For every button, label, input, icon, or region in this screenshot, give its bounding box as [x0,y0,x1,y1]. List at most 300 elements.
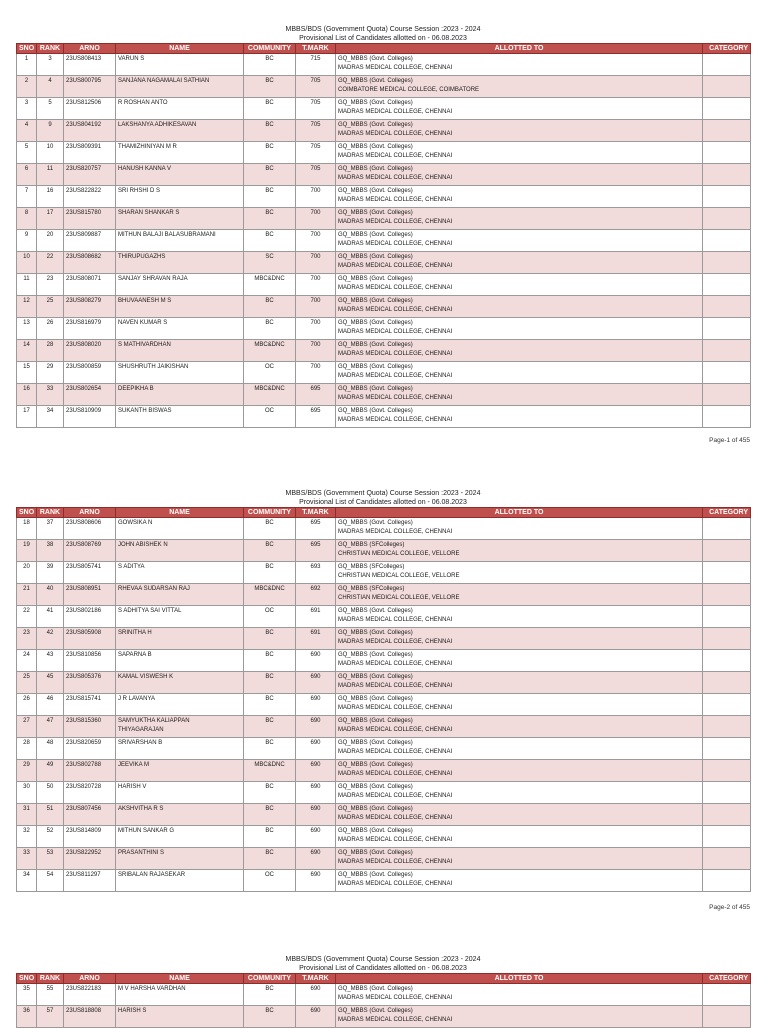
table-row [17,984,751,1006]
allotted-college: MADRAS MEDICAL COLLEGE, CHENNAI [338,219,453,225]
allotted-college: CHRISTIAN MEDICAL COLLEGE, VELLORE [338,551,460,557]
name-cell [116,672,244,694]
rank-cell: 42 [37,628,64,650]
name-cell [116,76,244,98]
document-subtitle: Provisional List of Candidates allotted on - 06.08.2023 [299,965,467,972]
name-cell [116,694,244,716]
community-cell: BC [244,54,296,76]
community-cell: BC [244,782,296,804]
allotted-college: MADRAS MEDICAL COLLEGE, CHENNAI [338,859,453,865]
rank-cell: 5 [37,98,64,120]
allotted-cell [336,650,703,672]
rank-cell: 39 [37,562,64,584]
arno-cell: 23US800795 [64,76,116,98]
sno-cell: 24 [17,650,37,672]
candidate-name: SRINITHA H [118,630,152,636]
candidate-name: MITHUN SANKAR G [118,828,175,834]
rank-cell: 41 [37,606,64,628]
community-cell: BC [244,230,296,252]
category-cell [703,870,751,892]
rank-cell: 9 [37,120,64,142]
rank-cell: 46 [37,694,64,716]
sno-cell: 33 [17,848,37,870]
category-cell [703,1006,751,1028]
arno-cell: 23US820757 [64,164,116,186]
allotted-college: CHRISTIAN MEDICAL COLLEGE, VELLORE [338,573,460,579]
category-cell [703,98,751,120]
category-cell [703,804,751,826]
sno-cell: 12 [17,296,37,318]
table-row [17,318,751,340]
allotted-cell [336,584,703,606]
allotted-course: GQ_MBBS (Govt. Colleges) [338,342,413,348]
candidate-name: SAMYUKTHA KALIAPPAN [118,718,190,724]
rank-cell: 37 [37,518,64,540]
category-cell [703,518,751,540]
category-cell [703,628,751,650]
allotted-college: MADRAS MEDICAL COLLEGE, CHENNAI [338,197,453,203]
allotted-course: GQ_MBBS (Govt. Colleges) [338,740,413,746]
category-cell [703,672,751,694]
allotted-cell [336,984,703,1006]
community-cell: BC [244,804,296,826]
name-cell [116,318,244,340]
arno-cell: 23US820728 [64,782,116,804]
sno-cell: 4 [17,120,37,142]
sno-cell: 35 [17,984,37,1006]
rank-cell: 3 [37,54,64,76]
category-cell [703,164,751,186]
document-title: MBBS/BDS (Government Quota) Course Session :2023 - 2024 [285,956,481,963]
table-row [17,208,751,230]
allotted-cell [336,54,703,76]
column-header-category: CATEGORY [703,508,751,518]
allotted-college: MADRAS MEDICAL COLLEGE, CHENNAI [338,727,453,733]
name-cell [116,362,244,384]
category-cell [703,76,751,98]
name-cell [116,98,244,120]
sno-cell: 21 [17,584,37,606]
sno-cell: 8 [17,208,37,230]
table-row [17,716,751,738]
sno-cell: 36 [17,1006,37,1028]
allotted-cell [336,826,703,848]
community-cell: BC [244,650,296,672]
community-cell: BC [244,694,296,716]
table-row [17,562,751,584]
sno-cell: 13 [17,318,37,340]
tmark-cell: 700 [296,230,336,252]
sno-cell: 2 [17,76,37,98]
name-cell [116,164,244,186]
allotted-course: GQ_MBBS (Govt. Colleges) [338,784,413,790]
category-cell [703,208,751,230]
allotted-course: GQ_MBBS (Govt. Colleges) [338,166,413,172]
arno-cell: 23US808071 [64,274,116,296]
arno-cell: 23US808951 [64,584,116,606]
arno-cell: 23US820659 [64,738,116,760]
allotted-college: MADRAS MEDICAL COLLEGE, CHENNAI [338,815,453,821]
category-cell [703,142,751,164]
tmark-cell: 690 [296,650,336,672]
candidate-name: LAKSHANYA ADHIKESAVAN [118,122,197,128]
community-cell: BC [244,296,296,318]
column-header-community: COMMUNITY [244,44,296,54]
allotted-course: GQ_MBBS (Govt. Colleges) [338,298,413,304]
table-header-row [17,44,751,54]
allotment-table [16,43,751,428]
allotted-cell [336,518,703,540]
table-row [17,296,751,318]
tmark-cell: 690 [296,672,336,694]
candidate-name: SRIBALAN RAJASEKAR [118,872,186,878]
tmark-cell: 700 [296,296,336,318]
rank-cell: 45 [37,672,64,694]
allotted-course: GQ_MBBS (Govt. Colleges) [338,408,413,414]
allotted-cell [336,562,703,584]
allotted-college: MADRAS MEDICAL COLLEGE, CHENNAI [338,241,453,247]
name-cell [116,186,244,208]
table-row [17,694,751,716]
rank-cell: 10 [37,142,64,164]
name-cell [116,606,244,628]
page-number: Page-1 of 455 [709,437,750,444]
column-header-community: COMMUNITY [244,974,296,984]
category-cell [703,716,751,738]
allotted-cell [336,384,703,406]
tmark-cell: 695 [296,406,336,428]
table-row [17,738,751,760]
allotted-cell [336,606,703,628]
candidate-name: MITHUN BALAJI BALASUBRAMANI [118,232,216,238]
name-cell [116,782,244,804]
allotted-course: GQ_MBBS (Govt. Colleges) [338,56,413,62]
allotted-college: MADRAS MEDICAL COLLEGE, CHENNAI [338,109,453,115]
column-header-community: COMMUNITY [244,508,296,518]
allotted-cell [336,848,703,870]
community-cell: BC [244,318,296,340]
column-header-name: NAME [116,44,244,54]
candidate-name: THIRUPUGAZHS [118,254,166,260]
community-cell: SC [244,252,296,274]
allotted-college: MADRAS MEDICAL COLLEGE, CHENNAI [338,65,453,71]
allotted-college: MADRAS MEDICAL COLLEGE, CHENNAI [338,529,453,535]
candidate-name: THAMIZHINIYAN M R [118,144,177,150]
document-page-1 [16,25,750,428]
sno-cell: 1 [17,54,37,76]
allotted-college: MADRAS MEDICAL COLLEGE, CHENNAI [338,617,453,623]
allotted-cell [336,672,703,694]
allotted-course: GQ_MBBS (Govt. Colleges) [338,210,413,216]
arno-cell: 23US800859 [64,362,116,384]
table-row [17,672,751,694]
name-cell [116,716,244,738]
document-title: MBBS/BDS (Government Quota) Course Session :2023 - 2024 [285,26,481,33]
allotted-college: COIMBATORE MEDICAL COLLEGE, COIMBATORE [338,87,480,93]
category-cell [703,318,751,340]
rank-cell: 22 [37,252,64,274]
sno-cell: 7 [17,186,37,208]
allotted-cell [336,274,703,296]
allotted-course: GQ_MBBS (Govt. Colleges) [338,872,413,878]
table-header-row [17,974,751,984]
allotted-college: MADRAS MEDICAL COLLEGE, CHENNAI [338,131,453,137]
allotted-course: GQ_MBBS (Govt. Colleges) [338,232,413,238]
name-cell [116,540,244,562]
table-row [17,406,751,428]
allotted-course: GQ_MBBS (Govt. Colleges) [338,718,413,724]
category-cell [703,584,751,606]
table-row [17,252,751,274]
rank-cell: 48 [37,738,64,760]
arno-cell: 23US802788 [64,760,116,782]
column-header-sno: SNO [17,974,37,984]
candidate-name: SHUSHRUTH JAIKISHAN [118,364,189,370]
category-cell [703,562,751,584]
category-cell [703,120,751,142]
arno-cell: 23US804192 [64,120,116,142]
rank-cell: 47 [37,716,64,738]
allotted-course: GQ_MBBS (Govt. Colleges) [338,100,413,106]
table-row [17,760,751,782]
rank-cell: 23 [37,274,64,296]
arno-cell: 23US808769 [64,540,116,562]
allotted-cell [336,804,703,826]
allotted-cell [336,340,703,362]
table-row [17,848,751,870]
arno-cell: 23US810909 [64,406,116,428]
rank-cell: 11 [37,164,64,186]
tmark-cell: 700 [296,318,336,340]
candidate-name: NAVEN KUMAR S [118,320,168,326]
arno-cell: 23US811297 [64,870,116,892]
category-cell [703,540,751,562]
tmark-cell: 700 [296,186,336,208]
allotted-college: MADRAS MEDICAL COLLEGE, CHENNAI [338,153,453,159]
category-cell [703,760,751,782]
candidate-name: SAPARNA B [118,652,152,658]
allotment-table [16,973,751,1028]
page-number: Page-2 of 455 [709,904,750,911]
sno-cell: 3 [17,98,37,120]
community-cell: BC [244,142,296,164]
allotted-course: GQ_MBBS (Govt. Colleges) [338,78,413,84]
rank-cell: 33 [37,384,64,406]
candidate-name: SANJAY SHRAVAN RAJA [118,276,188,282]
column-header-tmark: T.MARK [296,44,336,54]
tmark-cell: 700 [296,208,336,230]
community-cell: BC [244,120,296,142]
name-cell [116,826,244,848]
table-row [17,384,751,406]
rank-cell: 28 [37,340,64,362]
column-header-category: CATEGORY [703,44,751,54]
tmark-cell: 690 [296,848,336,870]
tmark-cell: 705 [296,142,336,164]
allotted-course: GQ_MBBS (Govt. Colleges) [338,320,413,326]
rank-cell: 54 [37,870,64,892]
name-cell [116,252,244,274]
column-header-arno: ARNO [64,974,116,984]
allotted-cell [336,208,703,230]
allotted-college: MADRAS MEDICAL COLLEGE, CHENNAI [338,373,453,379]
column-header-allotted: ALLOTTED TO [336,974,703,984]
category-cell [703,362,751,384]
arno-cell: 23US812506 [64,98,116,120]
rank-cell: 55 [37,984,64,1006]
sno-cell: 34 [17,870,37,892]
column-header-allotted: ALLOTTED TO [336,508,703,518]
allotted-course: GQ_MBBS (Govt. Colleges) [338,122,413,128]
name-cell [116,120,244,142]
tmark-cell: 705 [296,98,336,120]
candidate-name: M V HARSHA VARDHAN [118,986,186,992]
category-cell [703,606,751,628]
tmark-cell: 705 [296,164,336,186]
candidate-name: KAMAL VISWESH K [118,674,174,680]
rank-cell: 20 [37,230,64,252]
column-header-name: NAME [116,508,244,518]
arno-cell: 23US808279 [64,296,116,318]
community-cell: MBC&DNC [244,760,296,782]
column-header-rank: RANK [37,508,64,518]
category-cell [703,230,751,252]
allotted-college: MADRAS MEDICAL COLLEGE, CHENNAI [338,749,453,755]
tmark-cell: 690 [296,804,336,826]
column-header-name: NAME [116,974,244,984]
name-cell [116,738,244,760]
category-cell [703,274,751,296]
candidate-name: S ADITYA [118,564,145,570]
table-row [17,804,751,826]
rank-cell: 34 [37,406,64,428]
tmark-cell: 692 [296,584,336,606]
community-cell: BC [244,984,296,1006]
allotted-college: MADRAS MEDICAL COLLEGE, CHENNAI [338,285,453,291]
allotted-college: CHRISTIAN MEDICAL COLLEGE, VELLORE [338,595,460,601]
table-row [17,164,751,186]
community-cell: BC [244,186,296,208]
name-cell [116,296,244,318]
name-cell [116,274,244,296]
name-cell [116,406,244,428]
arno-cell: 23US816979 [64,318,116,340]
community-cell: BC [244,562,296,584]
rank-cell: 40 [37,584,64,606]
name-cell [116,848,244,870]
column-header-rank: RANK [37,44,64,54]
name-cell [116,628,244,650]
category-cell [703,782,751,804]
community-cell: MBC&DNC [244,274,296,296]
allotted-college: MADRAS MEDICAL COLLEGE, CHENNAI [338,307,453,313]
table-row [17,826,751,848]
community-cell: OC [244,870,296,892]
rank-cell: 51 [37,804,64,826]
sno-cell: 27 [17,716,37,738]
rank-cell: 4 [37,76,64,98]
candidate-name: JEEVIKA M [118,762,150,768]
allotted-college: MADRAS MEDICAL COLLEGE, CHENNAI [338,995,453,1001]
arno-cell: 23US822952 [64,848,116,870]
tmark-cell: 690 [296,1006,336,1028]
allotted-course: GQ_MBBS (Govt. Colleges) [338,696,413,702]
allotted-course: GQ_MBBS (Govt. Colleges) [338,144,413,150]
tmark-cell: 693 [296,562,336,584]
tmark-cell: 690 [296,782,336,804]
allotted-course: GQ_MBBS (Govt. Colleges) [338,608,413,614]
allotted-college: MADRAS MEDICAL COLLEGE, CHENNAI [338,263,453,269]
category-cell [703,54,751,76]
category-cell [703,384,751,406]
candidate-name: PRASANTHINI S [118,850,165,856]
community-cell: MBC&DNC [244,584,296,606]
sno-cell: 10 [17,252,37,274]
allotted-course: GQ_MBBS (Govt. Colleges) [338,806,413,812]
community-cell: BC [244,208,296,230]
allotted-course: GQ_MBBS (Govt. Colleges) [338,386,413,392]
name-cell [116,142,244,164]
candidate-name: GOWSIKA N [118,520,153,526]
sno-cell: 14 [17,340,37,362]
allotted-college: MADRAS MEDICAL COLLEGE, CHENNAI [338,329,453,335]
sno-cell: 22 [17,606,37,628]
arno-cell: 23US818808 [64,1006,116,1028]
rank-cell: 53 [37,848,64,870]
column-header-arno: ARNO [64,44,116,54]
allotted-course: GQ_MBBS (SFColleges) [338,542,405,548]
candidate-name: SRI RHSHI D S [118,188,161,194]
sno-cell: 20 [17,562,37,584]
allotted-college: MADRAS MEDICAL COLLEGE, CHENNAI [338,1017,453,1023]
name-cell [116,984,244,1006]
table-row [17,230,751,252]
allotted-cell [336,760,703,782]
category-cell [703,186,751,208]
name-cell [116,562,244,584]
table-row [17,782,751,804]
allotted-course: GQ_MBBS (Govt. Colleges) [338,674,413,680]
candidate-name: DEEPIKHA B [118,386,154,392]
sno-cell: 17 [17,406,37,428]
table-row [17,1006,751,1028]
rank-cell: 50 [37,782,64,804]
community-cell: BC [244,716,296,738]
sno-cell: 18 [17,518,37,540]
allotted-course: GQ_MBBS (Govt. Colleges) [338,276,413,282]
arno-cell: 23US802654 [64,384,116,406]
allotted-course: GQ_MBBS (Govt. Colleges) [338,364,413,370]
allotted-course: GQ_MBBS (Govt. Colleges) [338,1008,413,1014]
allotted-course: GQ_MBBS (Govt. Colleges) [338,652,413,658]
rank-cell: 38 [37,540,64,562]
community-cell: BC [244,540,296,562]
category-cell [703,984,751,1006]
sno-cell: 31 [17,804,37,826]
sno-cell: 16 [17,384,37,406]
allotted-cell [336,716,703,738]
category-cell [703,694,751,716]
table-row [17,584,751,606]
allotted-college: MADRAS MEDICAL COLLEGE, CHENNAI [338,175,453,181]
rank-cell: 25 [37,296,64,318]
allotted-course: GQ_MBBS (Govt. Colleges) [338,188,413,194]
arno-cell: 23US805376 [64,672,116,694]
table-row [17,628,751,650]
allotted-course: GQ_MBBS (SFColleges) [338,564,405,570]
table-row [17,362,751,384]
allotted-college: MADRAS MEDICAL COLLEGE, CHENNAI [338,793,453,799]
